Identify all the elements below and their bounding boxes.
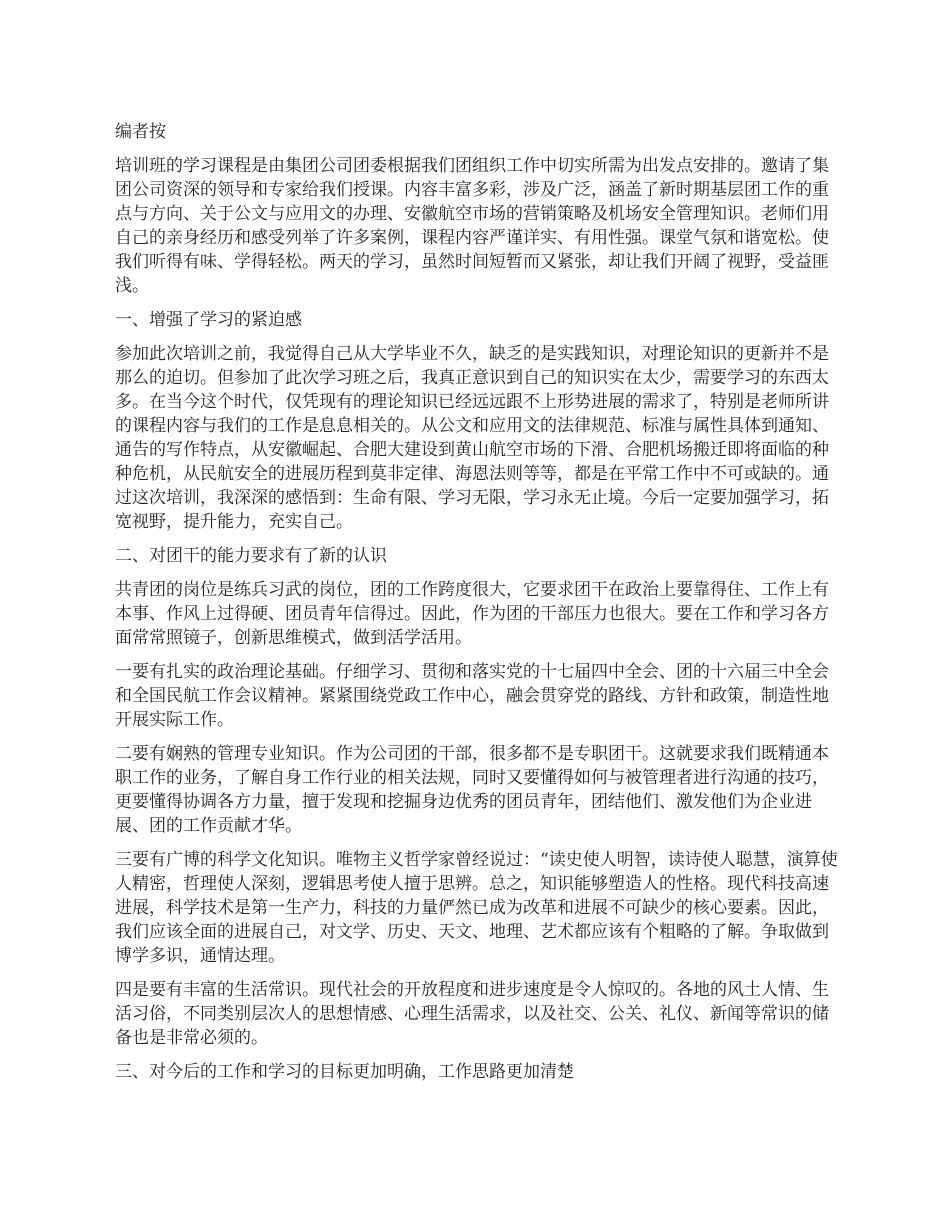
document-body [115, 120, 845, 1094]
section-2-paragraph: 共青团的岗位是练兵习武的岗位，团的工作跨度很大，它要求团干在政治上要靠得住、工作上有本事、作风上过得硬、团员青年信得过。因此，作为团的干部压力也很大。要在工作和学习各方面常常照镜子，创新思维模式，做到活学活用。 [115, 580, 829, 648]
point-1-paragraph: 一要有扎实的政治理论基础。仔细学习、贯彻和落实党的十七届四中全会、团的十六届三中全会和全国民航工作会议精神。紧紧围绕党政工作中心，融会贯穿党的路线、方针和政策，制造性地开展实际工作。 [115, 662, 829, 730]
section-1-title: 一、增强了学习的紧迫感 [115, 310, 302, 330]
section-3-title: 三、对今后的工作和学习的目标更加明确，工作思路更加清楚 [115, 1062, 574, 1082]
section-1-paragraph: 参加此次培训之前，我觉得自己从大学毕业不久，缺乏的是实践知识，对理论知识的更新并不是那么的迫切。但参加了此次学习班之后，我真正意识到自己的知识实在太少，需要学习的东西太多。在当今这个时代，仅凭现有的理论知识已经远远跟不上形势进展的需求了，特别是老师所讲的课程内容与我们的工作是息息相关的。从公文和应用文的法律规范、标准与属性具体到通知、通告的写作特点，从安徽崛起、合肥大建设到黄山航空市场的下滑、合肥机场搬迁即将面临的种种危机，从民航安全的进展历程到莫非定律、海恩法则等等，都是在平常工作中不可或缺的。通过这次培训，我深深的感悟到：生命有限、学习无限，学习永无止境。今后一定要加强学习，拓宽视野，提升能力，充实自己。 [115, 344, 829, 532]
point-3-paragraph: 三要有广博的科学文化知识。唯物主义哲学家曾经说过：“读史使人明智，读诗使人聪慧，演算使人精密，哲理使人深刻，逻辑思考使人擅于思辨。总之，知识能够塑造人的性格。现代科技高速进展，科学技术是第一生产力，科技的力量俨然已成为改革和进展不可缺少的核心要素。因此，我们应该全面的进展自己，对文学、历史、天文、地理、艺术都应该有个粗略的了解。争取做到博学多识，通情达理。 [115, 850, 838, 966]
point-2-paragraph: 二要有娴熟的管理专业知识。作为公司团的干部，很多都不是专职团干。这就要求我们既精通本职工作的业务，了解自身工作行业的相关法规，同时又要懂得如何与被管理者进行沟通的技巧，更要懂得协调各方力量，擅于发现和挖掘身边优秀的团员青年，团结他们、激发他们为企业进展、团的工作贡献才华。 [115, 744, 829, 836]
point-4-paragraph: 四是要有丰富的生活常识。现代社会的开放程度和进步速度是令人惊叹的。各地的风土人情、生活习俗，不同类别层次人的思想情感、心理生活需求，以及社交、公关、礼仪、新闻等常识的储备也是非常必须的。 [115, 980, 829, 1048]
editor-note-title: 编者按 [115, 122, 166, 142]
section-2-title: 二、对团干的能力要求有了新的认识 [115, 546, 387, 566]
intro-paragraph: 培训班的学习课程是由集团公司团委根据我们团组织工作中切实所需为出发点安排的。邀请了集团公司资深的领导和专家给我们授课。内容丰富多彩，涉及广泛，涵盖了新时期基层团工作的重点与方向、关于公文与应用文的办理、安徽航空市场的营销策略及机场安全管理知识。老师们用自己的亲身经历和感受列举了许多案例，课程内容严谨详实、有用性强。课堂气氛和谐宽松。使我们听得有味、学得轻松。两天的学习，虽然时间短暂而又紧张，却让我们开阔了视野，受益匪浅。 [115, 156, 829, 296]
